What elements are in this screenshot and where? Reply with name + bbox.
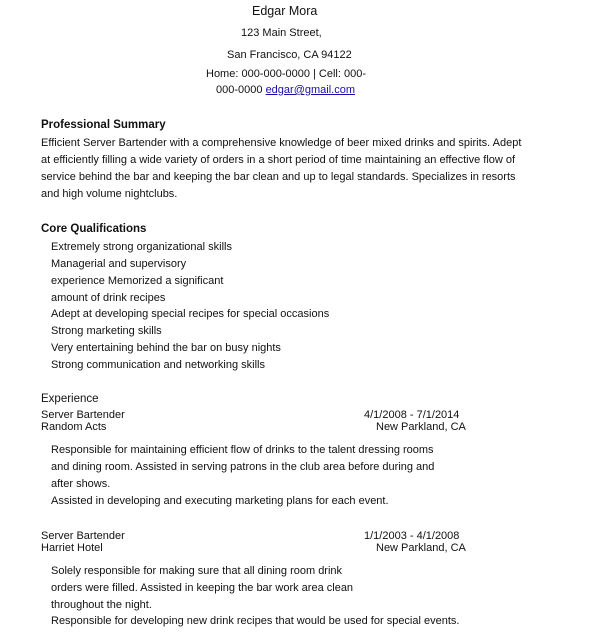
job-location: New Parkland, CA [376, 542, 466, 554]
qualification-item: Very entertaining behind the bar on busy nights [51, 342, 281, 354]
summary-heading: Professional Summary [41, 119, 166, 131]
job-description-line: Responsible for developing new drink recipes that would be used for special events. [51, 615, 460, 627]
job-title: Server Bartender [41, 409, 125, 421]
experience-heading: Experience [41, 393, 99, 405]
job-description-line: orders were filled. Assisted in keeping the bar work area clean [51, 582, 354, 594]
job-description-line: Assisted in developing and executing marketing plans for each event. [51, 495, 389, 507]
job-description-line: Solely responsible for making sure that all dining room drink [51, 565, 343, 577]
summary-line: at efficiently filling a wide variety of orders in a short period of time maintaining an effective flow of [41, 154, 516, 166]
job-company: Harriet Hotel [41, 542, 103, 554]
qualification-item: amount of drink recipes [51, 292, 166, 304]
job-company: Random Acts [41, 421, 107, 433]
job-description-line: throughout the night. [51, 599, 152, 611]
job-dates: 1/1/2003 - 4/1/2008 [364, 530, 460, 542]
qualification-item: Strong communication and networking skills [51, 359, 265, 371]
job-title: Server Bartender [41, 530, 125, 542]
summary-line: and high volume nightclubs. [41, 188, 178, 200]
qualification-item: Managerial and supervisory [51, 258, 187, 270]
summary-line: service behind the bar and keeping the bar clean and up to legal standards. Specializes in resorts [41, 171, 516, 183]
contact-line [216, 83, 355, 97]
qualification-item: Strong marketing skills [51, 325, 162, 337]
phone-line: Home: 000-000-0000 | Cell: 000- [206, 68, 367, 80]
job-description-line: Responsible for maintaining efficient flow of drinks to the talent dressing rooms [51, 444, 434, 456]
candidate-name: Edgar Mora [252, 4, 318, 18]
qualification-item: Adept at developing special recipes for special occasions [51, 308, 330, 320]
qualification-item: Extremely strong organizational skills [51, 241, 232, 253]
qualifications-heading: Core Qualifications [41, 223, 147, 235]
summary-line: Efficient Server Bartender with a comprehensive knowledge of beer mixed drinks and spirits. Adept [41, 137, 522, 149]
job-description-line: and dining room. Assisted in serving patrons in the club area before during and [51, 461, 435, 473]
email-link[interactable]: edgar@gmail.com [265, 84, 355, 96]
job-location: New Parkland, CA [376, 421, 466, 433]
street-address: 123 Main Street, [241, 27, 322, 39]
qualification-item: experience Memorized a significant [51, 275, 224, 287]
city-address: San Francisco, CA 94122 [227, 49, 352, 61]
job-description-line: after shows. [51, 478, 111, 490]
phone-continuation: 000-0000 [216, 84, 263, 96]
job-dates: 4/1/2008 - 7/1/2014 [364, 409, 460, 421]
